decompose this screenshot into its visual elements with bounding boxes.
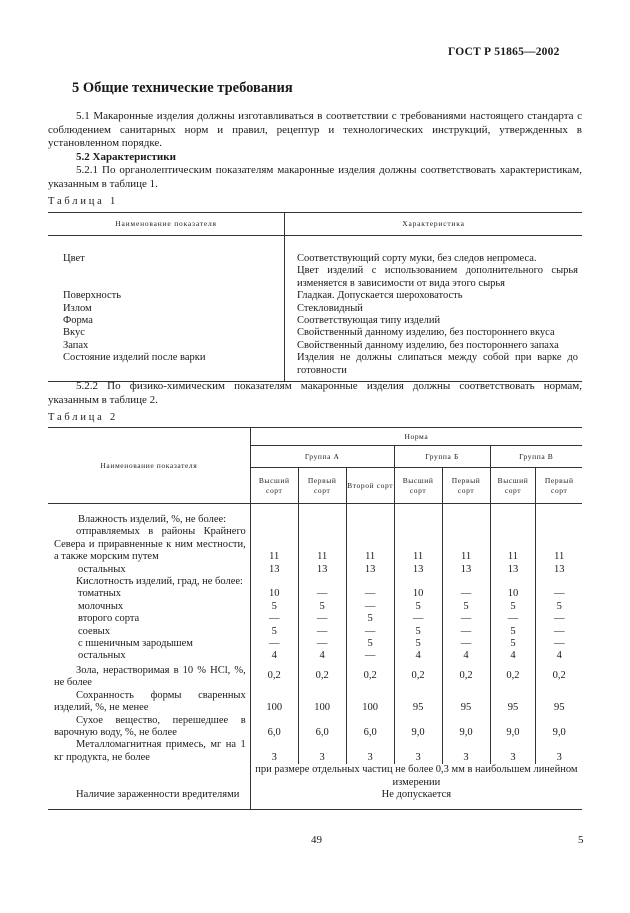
table2-cell: 4 — [556, 650, 562, 662]
table2-cell: 4 — [394, 650, 442, 662]
table2-row-acidity-title: Кислотность изделий, град, не более: — [48, 576, 250, 588]
table2-cell: 5 — [250, 601, 298, 613]
table2-cell: 100 — [298, 690, 346, 715]
table2-row-metal: Металломагнитная примесь, мг на 1 кг продукта, не более — [48, 739, 250, 764]
table2-cell: — — [553, 638, 565, 650]
table2-cell: 5 — [556, 600, 562, 612]
table2-cell: 11 13 — [394, 514, 442, 576]
paragraph-5-1: 5.1 Макаронные изделия должны изготавливаться в соответствии с требованиями настоящего стандарта с соблюдением санитарных норм и правил, рецептур и технологических инструкций, утвержденных в установленном порядке. — [48, 110, 582, 150]
table2-cell: 11 13 — [490, 514, 536, 576]
table2-cell: 0,2 — [394, 663, 442, 690]
table2-cell: 3 — [250, 739, 298, 764]
table-row — [48, 340, 582, 352]
table2-cell: 5 — [394, 601, 442, 613]
table2-cell: 95 — [394, 690, 442, 715]
table2-cell: — — [250, 638, 298, 650]
table1-cell-name: Вкус — [48, 327, 285, 339]
table2-cell: 95 — [490, 690, 536, 715]
table-row — [48, 327, 582, 339]
table2-acidity-label: томатных — [48, 588, 250, 600]
table2-cell: 9,0 — [442, 715, 490, 740]
table2-acidity-label: соевых — [48, 626, 250, 638]
table2-row-label: отправляемых в районы Крайнего Севера и приравненные к ним местности, а также морским путем — [54, 526, 246, 563]
table1-cell-value: Свойственный данному изделию, без постороннего вкуса — [297, 327, 555, 339]
table1-col-name: Наименование показателя — [48, 213, 285, 236]
table2-grade: Высший сорт — [394, 468, 442, 504]
table2-cell: 9,0 — [394, 715, 442, 740]
table2-cell: — — [346, 588, 394, 600]
table2-row-shape: Сохранность формы сваренных изделий, %, не менее — [48, 690, 250, 715]
table2-cell: 3 — [442, 739, 490, 764]
table-row — [48, 588, 582, 600]
table1-cell-value — [285, 253, 583, 290]
table2-cell: — — [490, 613, 536, 625]
table2-cell: 0,2 — [250, 663, 298, 690]
table-row — [48, 715, 582, 740]
table2-cell: — — [553, 613, 565, 625]
table2-cell: 0,2 — [552, 670, 566, 682]
table2-grade: Высший сорт — [490, 468, 536, 504]
table2-cell: — — [442, 613, 490, 625]
table-row — [48, 576, 582, 588]
table1-header-row — [48, 213, 582, 236]
table2-cell: — — [553, 588, 565, 600]
table2-row-label: Влажность изделий, %, не более: — [78, 514, 227, 525]
table2-cell: 100 — [346, 690, 394, 715]
table1-cell-name: Состояние изделий после варки — [48, 352, 285, 381]
table2-cell: — — [394, 613, 442, 625]
table2-acidity-rows — [48, 588, 582, 662]
table2-acidity-label: второго сорта — [48, 613, 250, 625]
table2-cell: — — [442, 626, 490, 638]
table2-row-pest: Наличие зараженности вредителями — [48, 789, 250, 810]
sheet-number: 5 — [578, 834, 584, 846]
table-row — [48, 253, 582, 290]
table2-cell: 9,0 — [490, 715, 536, 740]
paragraph-5-2-1: 5.2.1 По органолептическим показателям макаронные изделия должны соответствовать характеристикам, указанным в таблице 1. — [48, 164, 582, 190]
table2-row-label: остальных — [78, 563, 126, 575]
table2-group-a: Группа А — [250, 446, 394, 468]
table2-cell: — — [298, 638, 346, 650]
table2-grade: Второй сорт — [346, 468, 394, 504]
table-row — [48, 638, 582, 650]
table-row — [48, 290, 582, 302]
table2-cell: 0,2 — [298, 663, 346, 690]
table1-col-characteristic: Характеристика — [285, 213, 583, 236]
table-row — [48, 626, 582, 638]
table2-row-dry-matter: Сухое вещество, перешедшее в варочную воду, %, не более — [48, 715, 250, 740]
table1-cell-name: Излом — [48, 303, 285, 315]
table2-row-moisture — [48, 514, 250, 576]
table-row — [48, 764, 582, 789]
table1-value-line: Цвет изделий с использованием дополнительного сырья изменяется в зависимости от вида этого сырья — [297, 265, 578, 289]
table2-metal-note: при размере отдельных частиц не более 0,3 мм в наибольшем линейном измерении — [255, 764, 578, 788]
table2-grade: Первый сорт — [442, 468, 490, 504]
table2-col-name: Наименование показателя — [48, 428, 250, 504]
table2-cell: 95 — [442, 690, 490, 715]
table-row — [48, 352, 582, 381]
table2-cell: 95 — [553, 702, 565, 714]
subsection-5-2-title: 5.2 Характеристики — [76, 151, 176, 163]
table2-cell: — — [298, 613, 346, 625]
table1-cell-value: Стекловидный — [297, 302, 363, 314]
table2-header-row — [48, 428, 582, 446]
table1-cell-name: Запах — [48, 340, 285, 352]
table2-cell: 9,0 — [552, 726, 566, 738]
table2-cell: 0,2 — [442, 663, 490, 690]
table2-grade: Первый сорт — [536, 468, 582, 504]
table2-cell: 5 — [394, 638, 442, 650]
table2-cell: — — [250, 613, 298, 625]
table2-cell: 11 13 — [553, 551, 565, 575]
table1-cell-name: Форма — [48, 315, 285, 327]
table2-cell: 5 — [346, 613, 394, 625]
table2-cell: 4 — [490, 650, 536, 662]
table2-cell: 11 13 — [298, 514, 346, 576]
table1-cell-name: Поверхность — [48, 290, 285, 302]
table2-cell: 3 — [556, 751, 562, 763]
standard-header: ГОСТ Р 51865—2002 — [448, 46, 560, 58]
table2-acidity-label: остальных — [48, 650, 250, 662]
table2-acidity-label: молочных — [48, 601, 250, 613]
table2-cell: 0,2 — [490, 663, 536, 690]
table2-cell: 11 13 — [346, 514, 394, 576]
table2-row-ash: Зола, нерастворимая в 10 % HCl, %, не более — [48, 663, 250, 690]
page-number: 49 — [311, 834, 322, 846]
table2-pest-value: Не допускается — [250, 789, 582, 810]
table-row — [48, 690, 582, 715]
table2-caption: Таблица 2 — [48, 412, 119, 423]
table2-acidity-label: с пшеничным зародышем — [48, 638, 250, 650]
table2-cell: — — [346, 626, 394, 638]
table-row — [48, 514, 582, 576]
table1-caption: Таблица 1 — [48, 196, 119, 207]
table2-cell: 3 — [346, 739, 394, 764]
table2-cell: 4 — [442, 650, 490, 662]
table2-cell: 5 — [490, 601, 536, 613]
table-row — [48, 303, 582, 315]
section-title: 5 Общие технические требования — [72, 80, 293, 96]
table-row — [48, 315, 582, 327]
table2-cell: 10 — [394, 588, 442, 600]
table-row — [48, 789, 582, 810]
table2-cell: 5 — [394, 626, 442, 638]
table-row — [48, 650, 582, 662]
table1 — [48, 212, 582, 382]
table1-cell-name: Цвет — [48, 253, 285, 290]
table2-grade: Высший сорт — [250, 468, 298, 504]
table2-cell: 3 — [394, 739, 442, 764]
table1-value-line: Соответствующий сорту муки, без следов непромеса. — [297, 253, 537, 264]
table1-cell-value: Изделия не должны слипаться между собой при варке до готовности — [285, 352, 583, 381]
table2-cell: 10 — [250, 588, 298, 600]
table2-cell: 6,0 — [298, 715, 346, 740]
table2-cell: 5 — [490, 638, 536, 650]
table2-cell: — — [298, 626, 346, 638]
table2-cell: — — [346, 601, 394, 613]
table2-cell: — — [346, 650, 394, 662]
table2-group-b: Группа Б — [394, 446, 490, 468]
table1-cell-value: Соответствующая типу изделий — [297, 315, 441, 327]
table2 — [48, 427, 582, 810]
table2-cell: 4 — [298, 650, 346, 662]
table1-cell-value: Гладкая. Допускается шероховатость — [297, 290, 463, 302]
paragraph-5-2-2: 5.2.2 По физико-химическим показателям макаронные изделия должны соответствовать нормам, указанным в таблице 2. — [48, 380, 582, 406]
table2-norm-header: Норма — [250, 428, 582, 446]
table-row — [48, 613, 582, 625]
table2-cell: 3 — [298, 739, 346, 764]
table2-cell: 5 — [346, 638, 394, 650]
table2-grade: Первый сорт — [298, 468, 346, 504]
table2-cell: 5 — [442, 601, 490, 613]
table2-cell: 10 — [490, 588, 536, 600]
table2-cell: 5 — [298, 601, 346, 613]
table2-cell: 11 13 — [250, 514, 298, 576]
table2-cell: 6,0 — [250, 715, 298, 740]
table2-cell: — — [442, 588, 490, 600]
table2-cell: 5 — [250, 626, 298, 638]
table2-cell: 3 — [490, 739, 536, 764]
table-row — [48, 663, 582, 690]
table2-cell: 100 — [250, 690, 298, 715]
table2-group-v: Группа В — [490, 446, 582, 468]
table2-cell: — — [442, 638, 490, 650]
table1-cell-value: Свойственный данному изделию, без постороннего запаха — [297, 339, 559, 351]
table2-cell: 5 — [490, 626, 536, 638]
table2-cell: 6,0 — [346, 715, 394, 740]
table2-cell: 0,2 — [346, 663, 394, 690]
table-row — [48, 601, 582, 613]
table2-cell: 4 — [250, 650, 298, 662]
table2-cell: — — [553, 625, 565, 637]
table-row — [48, 739, 582, 764]
table2-cell: — — [298, 588, 346, 600]
table2-cell: 11 13 — [442, 514, 490, 576]
